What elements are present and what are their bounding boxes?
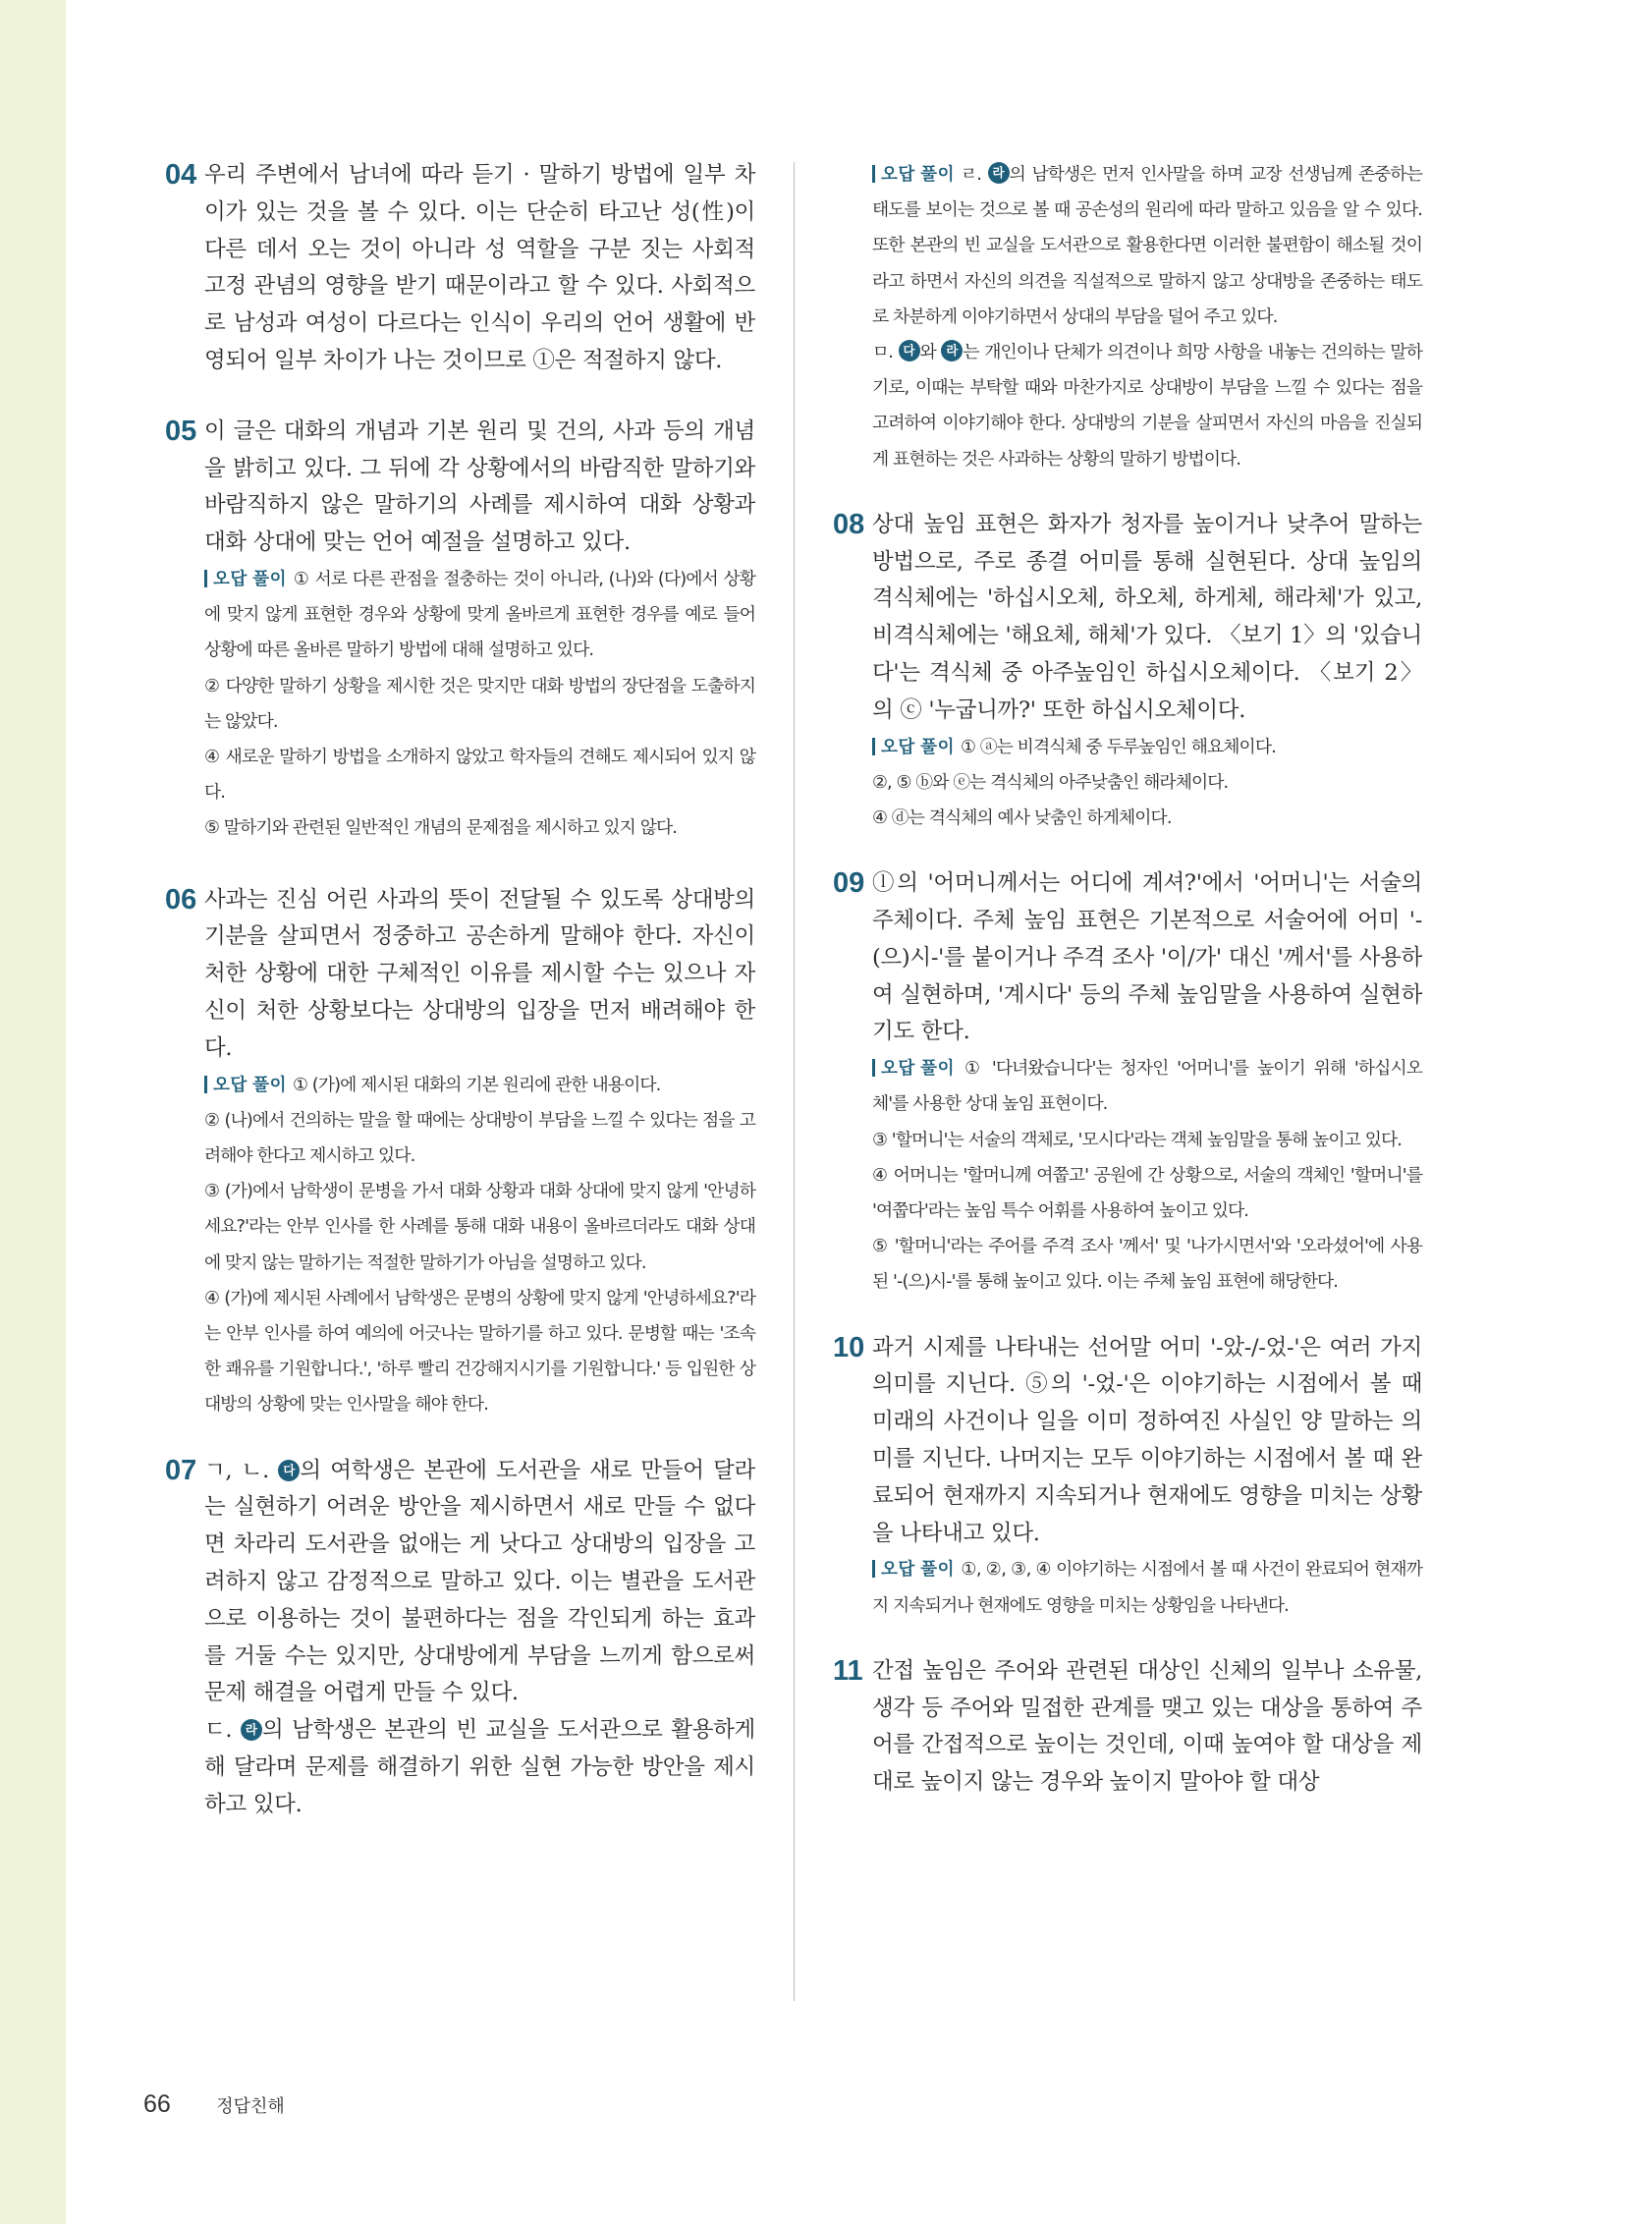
odap-label: 오답 풀이 [204, 1076, 287, 1093]
item-number: 09 [833, 867, 865, 900]
explanation-paragraph [872, 157, 1422, 335]
explanation-text: ① '다녀왔습니다'는 청자인 '어머니'를 높이기 위해 '하십시오체'를 사용한 상대 높임 표현이다. [872, 1058, 1422, 1115]
choice-marker: ㅁ. [872, 342, 894, 363]
explanation-paragraph: ⑤ '할머니'라는 주어를 주격 조사 '께서' 및 '나가시면서'와 '오라셨어'에 사용된 '-(으)시-'를 통해 높이고 있다. 이는 주체 높임 표현에 해당한다. [872, 1236, 1422, 1293]
answer-item-04 [165, 157, 755, 380]
connector-text: 와 [919, 342, 936, 363]
item-body: 우리 주변에서 남녀에 따라 듣기 · 말하기 방법에 일부 차이가 있는 것을 볼 수 있다. 이는 단순히 타고난 성(性)이 다른 데서 오는 것이 아니라 성 역할을 구분 짓는 사회적 고정 관념의 영향을 받기 때문이라고 할 수 있다. 사회적으로 남성과 여성이 다르다는 인식이 우리의 언어 생활에 반영되어 일부 차이가 나는 것이므로 ①은 적절하지 않다. [204, 162, 755, 373]
item-number: 05 [165, 415, 197, 447]
odap-label: 오답 풀이 [872, 1560, 955, 1578]
explanation-paragraph: ④ 어머니는 '할머니께 여쭙고' 공원에 간 상황으로, 서술의 객체인 '할머니'를 '여쭙다'라는 높임 특수 어휘를 사용하여 높이고 있다. [872, 1164, 1422, 1222]
item-number: 08 [833, 508, 865, 540]
explanation-paragraph [872, 1051, 1422, 1122]
choice-marker: ㄹ. [960, 164, 982, 185]
item-number: 11 [833, 1654, 863, 1687]
explanation-text: 의 남학생은 먼저 인사말을 하며 교장 선생님께 존중하는 태도를 보이는 것으로 볼 때 공손성의 원리에 따라 말하고 있음을 알 수 있다. 또한 본관의 빈 교실을 도서관으로 활용한다면 이러한 불편함이 해소될 것이라고 하면서 자신의 의견을 직설적으로 말하지 않고 상대방을 존중하는 태도로 차분하게 이야기하면서 상대의 부담을 덜어 주고 있다. [872, 164, 1422, 327]
answer-item-05 [165, 414, 755, 847]
explanation-text: ①, ②, ③, ④ 이야기하는 시점에서 볼 때 사건이 완료되어 현재까지 지속되거나 현재에도 영향을 미치는 상황임을 나타낸다. [872, 1559, 1422, 1616]
item-text: 의 남학생은 본관의 빈 교실을 도서관으로 활용하게 해 달라며 문제를 해결하기 위한 실현 가능한 방안을 제시하고 있다. [204, 1717, 755, 1817]
explanation-paragraph: ③ '할머니'는 서술의 객체로, '모시다'라는 객체 높임말을 통해 높이고 있다. [872, 1129, 1403, 1150]
item-number: 04 [165, 159, 197, 191]
answer-item-07 [165, 1453, 755, 1824]
explanation-paragraph: ② 다양한 말하기 상황을 제시한 것은 맞지만 대화 방법의 장단점을 도출하지는 않았다. [204, 675, 755, 732]
badge-ra-icon: 라 [941, 340, 963, 361]
answer-item-07-continued [833, 157, 1422, 477]
explanation-paragraph [204, 562, 755, 669]
badge-da-icon: 다 [899, 340, 920, 361]
page-number: 66 [143, 2090, 171, 2118]
explanation-paragraph [204, 1068, 755, 1103]
explanation-paragraph: ④ (가)에 제시된 사례에서 남학생은 문병의 상황에 맞지 않게 '안녕하세요?'라는 안부 인사를 하여 예의에 어긋나는 말하기를 하고 있다. 문병할 때는 '조속한 쾌유를 기원합니다.', '하루 빨리 건강해지시기를 기원합니다.' 등 입원한 상대방의 상황에 맞는 인사말을 해야 한다. [204, 1287, 755, 1416]
explanation-paragraph: ② (나)에서 건의하는 말을 할 때에는 상대방이 부담을 느낄 수 있다는 점을 고려해야 한다고 제시하고 있다. [204, 1109, 755, 1166]
explanation-paragraph: ⑤ 말하기와 관련된 일반적인 개념의 문제점을 제시하고 있지 않다. [204, 817, 678, 839]
page-footer [143, 2090, 285, 2119]
answer-item-10 [833, 1330, 1422, 1624]
badge-ra-icon: 라 [988, 162, 1010, 184]
explanation-paragraph [872, 1552, 1422, 1623]
item-body: ⓛ의 '어머니께서는 어디에 계셔?'에서 '어머니'는 서술의 주체이다. 주체 높임 표현은 기본적으로 서술어에 어미 '-(으)시-'를 붙이거나 주격 조사 '이/가' 대신 '께서'를 사용하여 실현하며, '계시다' 등의 주체 높임말을 사용하여 실현하기도 한다. [872, 870, 1422, 1045]
badge-ra-icon: 라 [241, 1719, 262, 1741]
item-body: 과거 시제를 나타내는 선어말 어미 '-았-/-었-'은 여러 가지 의미를 지닌다. ⑤의 '-었-'은 이야기하는 시점에서 볼 때 미래의 사건이나 일을 이미 정하여진 사실인 양 말하는 의미를 지닌다. 나머지는 모두 이야기하는 시점에서 볼 때 완료되어 현재까지 지속되거나 현재에도 영향을 미치는 상황을 나타내고 있다. [872, 1334, 1422, 1546]
explanation-text: ① ⓐ는 비격식체 중 두루높임인 해요체이다. [960, 736, 1276, 757]
explanation-paragraph [872, 335, 1422, 477]
item-number: 07 [165, 1454, 197, 1486]
footer-label: 정답친해 [216, 2096, 285, 2116]
explanation-paragraph: ④ ⓓ는 격식체의 예사 낮춤인 하게체이다. [872, 807, 1172, 829]
badge-da-icon: 다 [278, 1460, 300, 1481]
odap-label: 오답 풀이 [872, 1059, 955, 1077]
item-body: 상대 높임 표현은 화자가 청자를 높이거나 낮추어 말하는 방법으로, 주로 종결 어미를 통해 실현된다. 상대 높임의 격식체에는 '하십시오체, 하오체, 하게체, 해라체'가 있고, 비격식체에는 '해요체, 해체'가 있다. 〈보기 1〉의 '있습니다'는 격식체 중 아주높임인 하십시오체이다. 〈보기 2〉의 ⓒ '누굽니까?' 또한 하십시오체이다. [872, 511, 1422, 723]
explanation-text: 는 개인이나 단체가 의견이나 희망 사항을 내놓는 건의하는 말하기로, 이때는 부탁할 때와 마찬가지로 상대방이 부담을 느낄 수 있다는 점을 고려하여 이야기해야 한다. 상대방의 기분을 살피면서 자신의 마음을 진실되게 표현하는 것은 사과하는 상황의 말하기 방법이다. [872, 342, 1422, 470]
answer-item-06 [165, 882, 755, 1423]
item-body [204, 1453, 755, 1713]
odap-label: 오답 풀이 [204, 570, 287, 587]
choice-marker: ㄷ. [204, 1717, 233, 1744]
explanation-paragraph: ③ (가)에서 남학생이 문병을 가서 대화 상황과 대화 상대에 맞지 않게 '안녕하세요?'라는 안부 인사를 한 사례를 통해 대화 내용이 올바르더라도 대화 상대에 맞지 않는 말하기는 적절한 말하기가 아님을 설명하고 있다. [204, 1181, 755, 1273]
odap-label: 오답 풀이 [872, 738, 955, 755]
column-divider [794, 162, 795, 2001]
right-column [833, 157, 1422, 1802]
item-body: 이 글은 대화의 개념과 기본 원리 및 건의, 사과 등의 개념을 밝히고 있다. 그 뒤에 각 상황에서의 바람직한 말하기와 바람직하지 않은 말하기의 사례를 제시하여 대화 상황과 대화 상대에 맞는 언어 예절을 설명하고 있다. [204, 417, 755, 556]
explanation-text: ① 서로 다른 관점을 절충하는 것이 아니라, (나)와 (다)에서 상황에 맞지 않게 표현한 경우와 상황에 맞게 올바르게 표현한 경우를 예로 들어 상황에 따른 올바른 말하기 방법에 대해 설명하고 있다. [204, 568, 755, 661]
answer-item-09 [833, 865, 1422, 1300]
explanation-text: ① (가)에 제시된 대화의 기본 원리에 관한 내용이다. [292, 1074, 661, 1095]
explanation-paragraph [872, 730, 1422, 765]
odap-label: 오답 풀이 [872, 165, 955, 183]
left-column [165, 157, 755, 1824]
answer-item-08 [833, 507, 1422, 836]
item-number: 06 [165, 883, 197, 916]
item-body [204, 1712, 755, 1823]
item-body: 간접 높임은 주어와 관련된 대상인 신체의 일부나 소유물, 생각 등 주어와 밀접한 관계를 맺고 있는 대상을 통하여 주어를 간접적으로 높이는 것인데, 이때 높여야 할 대상을 제대로 높이지 않는 경우와 높이지 말아야 할 대상 [872, 1657, 1422, 1796]
explanation-paragraph: ④ 새로운 말하기 방법을 소개하지 않았고 학자들의 견해도 제시되어 있지 않다. [204, 746, 755, 804]
item-text: 의 여학생은 본관에 도서관을 새로 만들어 달라는 실현하기 어려운 방안을 제시하면서 새로 만들 수 없다면 차라리 도서관을 없애는 게 낫다고 상대방의 입장을 고려하지 않고 감정적으로 말하고 있다. 이는 별관을 도서관으로 이용하는 것이 불편하다는 점을 각인되게 하는 효과를 거둘 수는 있지만, 상대방에게 부담을 느끼게 함으로써 문제 해결을 어렵게 만들 수 있다. [204, 1457, 755, 1706]
item-number: 10 [833, 1331, 865, 1363]
answer-item-11 [833, 1653, 1422, 1802]
choice-marker: ㄱ, ㄴ. [204, 1457, 269, 1483]
item-body: 사과는 진심 어린 사과의 뜻이 전달될 수 있도록 상대방의 기분을 살피면서 정중하고 공손하게 말해야 한다. 자신이 처한 상황에 대한 구체적인 이유를 제시할 수는 있으나 자신이 처한 상황보다는 상대방의 입장을 먼저 배려해야 한다. [204, 886, 755, 1061]
explanation-paragraph: ②, ⑤ ⓑ와 ⓔ는 격식체의 아주낮춤인 해라체이다. [872, 771, 1229, 793]
side-color-strip [0, 0, 66, 2224]
